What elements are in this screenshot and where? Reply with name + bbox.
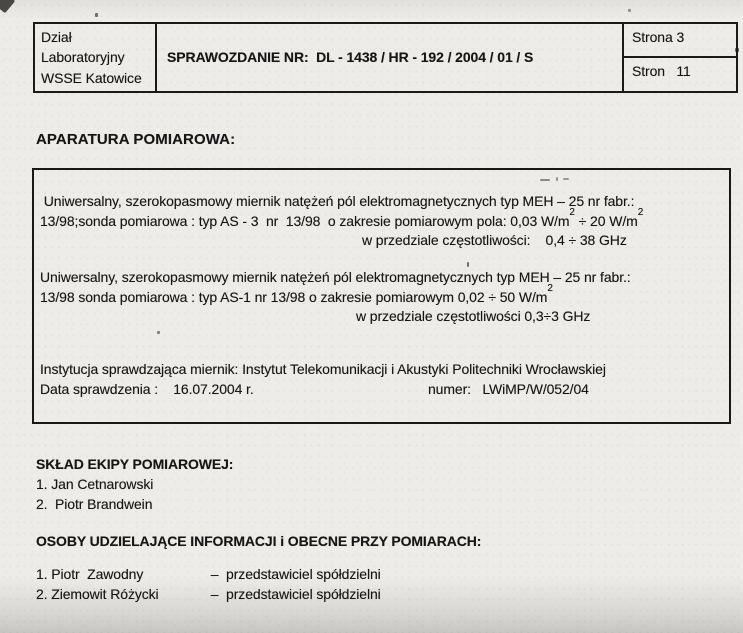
department-cell: [35, 24, 157, 91]
meter2-line2: 13/98 sonda pomiarowa : typ AS-1 nr 13/98 o zakresie pomiarowym 0,02 ÷ 50 $W/m^2$: [40, 282, 553, 305]
informants-heading: OSOBY UDZIELAJĄCE INFORMACJI i OBECNE PRZY POMIARACH:: [36, 533, 482, 549]
informant-row: [36, 585, 381, 605]
meter1-line3: w przedziale częstotliwości: 0,4 ÷ 38 GHz: [362, 232, 627, 248]
team-member: 2. Piotr Brandwein: [36, 495, 153, 512]
superscript-2: 2: [569, 206, 575, 218]
meter1-paragraph: [40, 192, 725, 251]
verification-paragraph: [40, 360, 725, 399]
informant-name: 2. Ziemowit Różycki: [36, 585, 159, 602]
informant-role: – przedstawiciel spółdzielni: [210, 566, 381, 582]
report-number-cell: [157, 24, 622, 91]
scan-artifact-corner: [0, 0, 15, 13]
department-line3: WSSE Katowice: [41, 69, 142, 86]
report-number: SPRAWOZDANIE NR: DL - 1438 / HR - 192 / 2004 / 01 / S: [167, 48, 534, 65]
superscript-2: 2: [547, 282, 553, 294]
verification-date-row: [40, 380, 725, 400]
meter2-line1: Uniwersalny, szerokopasmowy miernik natężeń pól elektromagnetycznych typ MEH – 25 nr fabr.:: [40, 269, 631, 285]
informant-name: 1. Piotr Zawodny: [36, 566, 144, 582]
superscript-2: 2: [637, 206, 644, 218]
header-table: [33, 22, 738, 93]
team-heading: SKŁAD EKIPY POMIAROWEJ:: [36, 456, 234, 472]
informant-row: [36, 565, 381, 585]
team-list: [36, 475, 153, 514]
verification-number: numer: LWiMP/W/052/04: [428, 380, 589, 397]
page-number: Strona 3: [624, 24, 736, 58]
department-line1: Dział: [41, 29, 72, 45]
meter2-line3: w przedziale częstotliwości 0,3÷3 GHz: [356, 308, 591, 324]
total-pages: Stron 11: [632, 63, 691, 79]
meter2-paragraph: [40, 268, 725, 327]
apparatus-box: [32, 168, 731, 424]
scan-artifact-dot: [95, 13, 98, 17]
verification-date: Data sprawdzenia : 16.07.2004 r.: [40, 380, 254, 397]
pagination-cells: [622, 24, 736, 91]
informants-list: [36, 565, 381, 604]
meter1-line1: Uniwersalny, szerokopasmowy miernik natężeń pól elektromagnetycznych typ MEH – 25 nr fabr.:: [40, 193, 635, 209]
scan-artifact-dot: [628, 9, 631, 12]
informant-role: – przedstawiciel spółdzielni: [210, 585, 381, 602]
team-member: 1. Jan Cetnarowski: [36, 476, 154, 492]
department-line2: Laboratoryjny: [41, 48, 125, 65]
apparatus-heading: APARATURA POMIAROWA:: [36, 131, 236, 148]
verification-institution: Instytucja sprawdzająca miernik: Instytut Telekomunikacji i Akustyki Politechniki Wrocławskiej: [40, 361, 606, 377]
meter1-line2: 13/98;sonda pomiarowa : typ AS - 3 nr 13/98 o zakresie pomiarowym pola: 0,03 $W/m^2 \div 20$ $W/m^2$: [40, 206, 644, 229]
